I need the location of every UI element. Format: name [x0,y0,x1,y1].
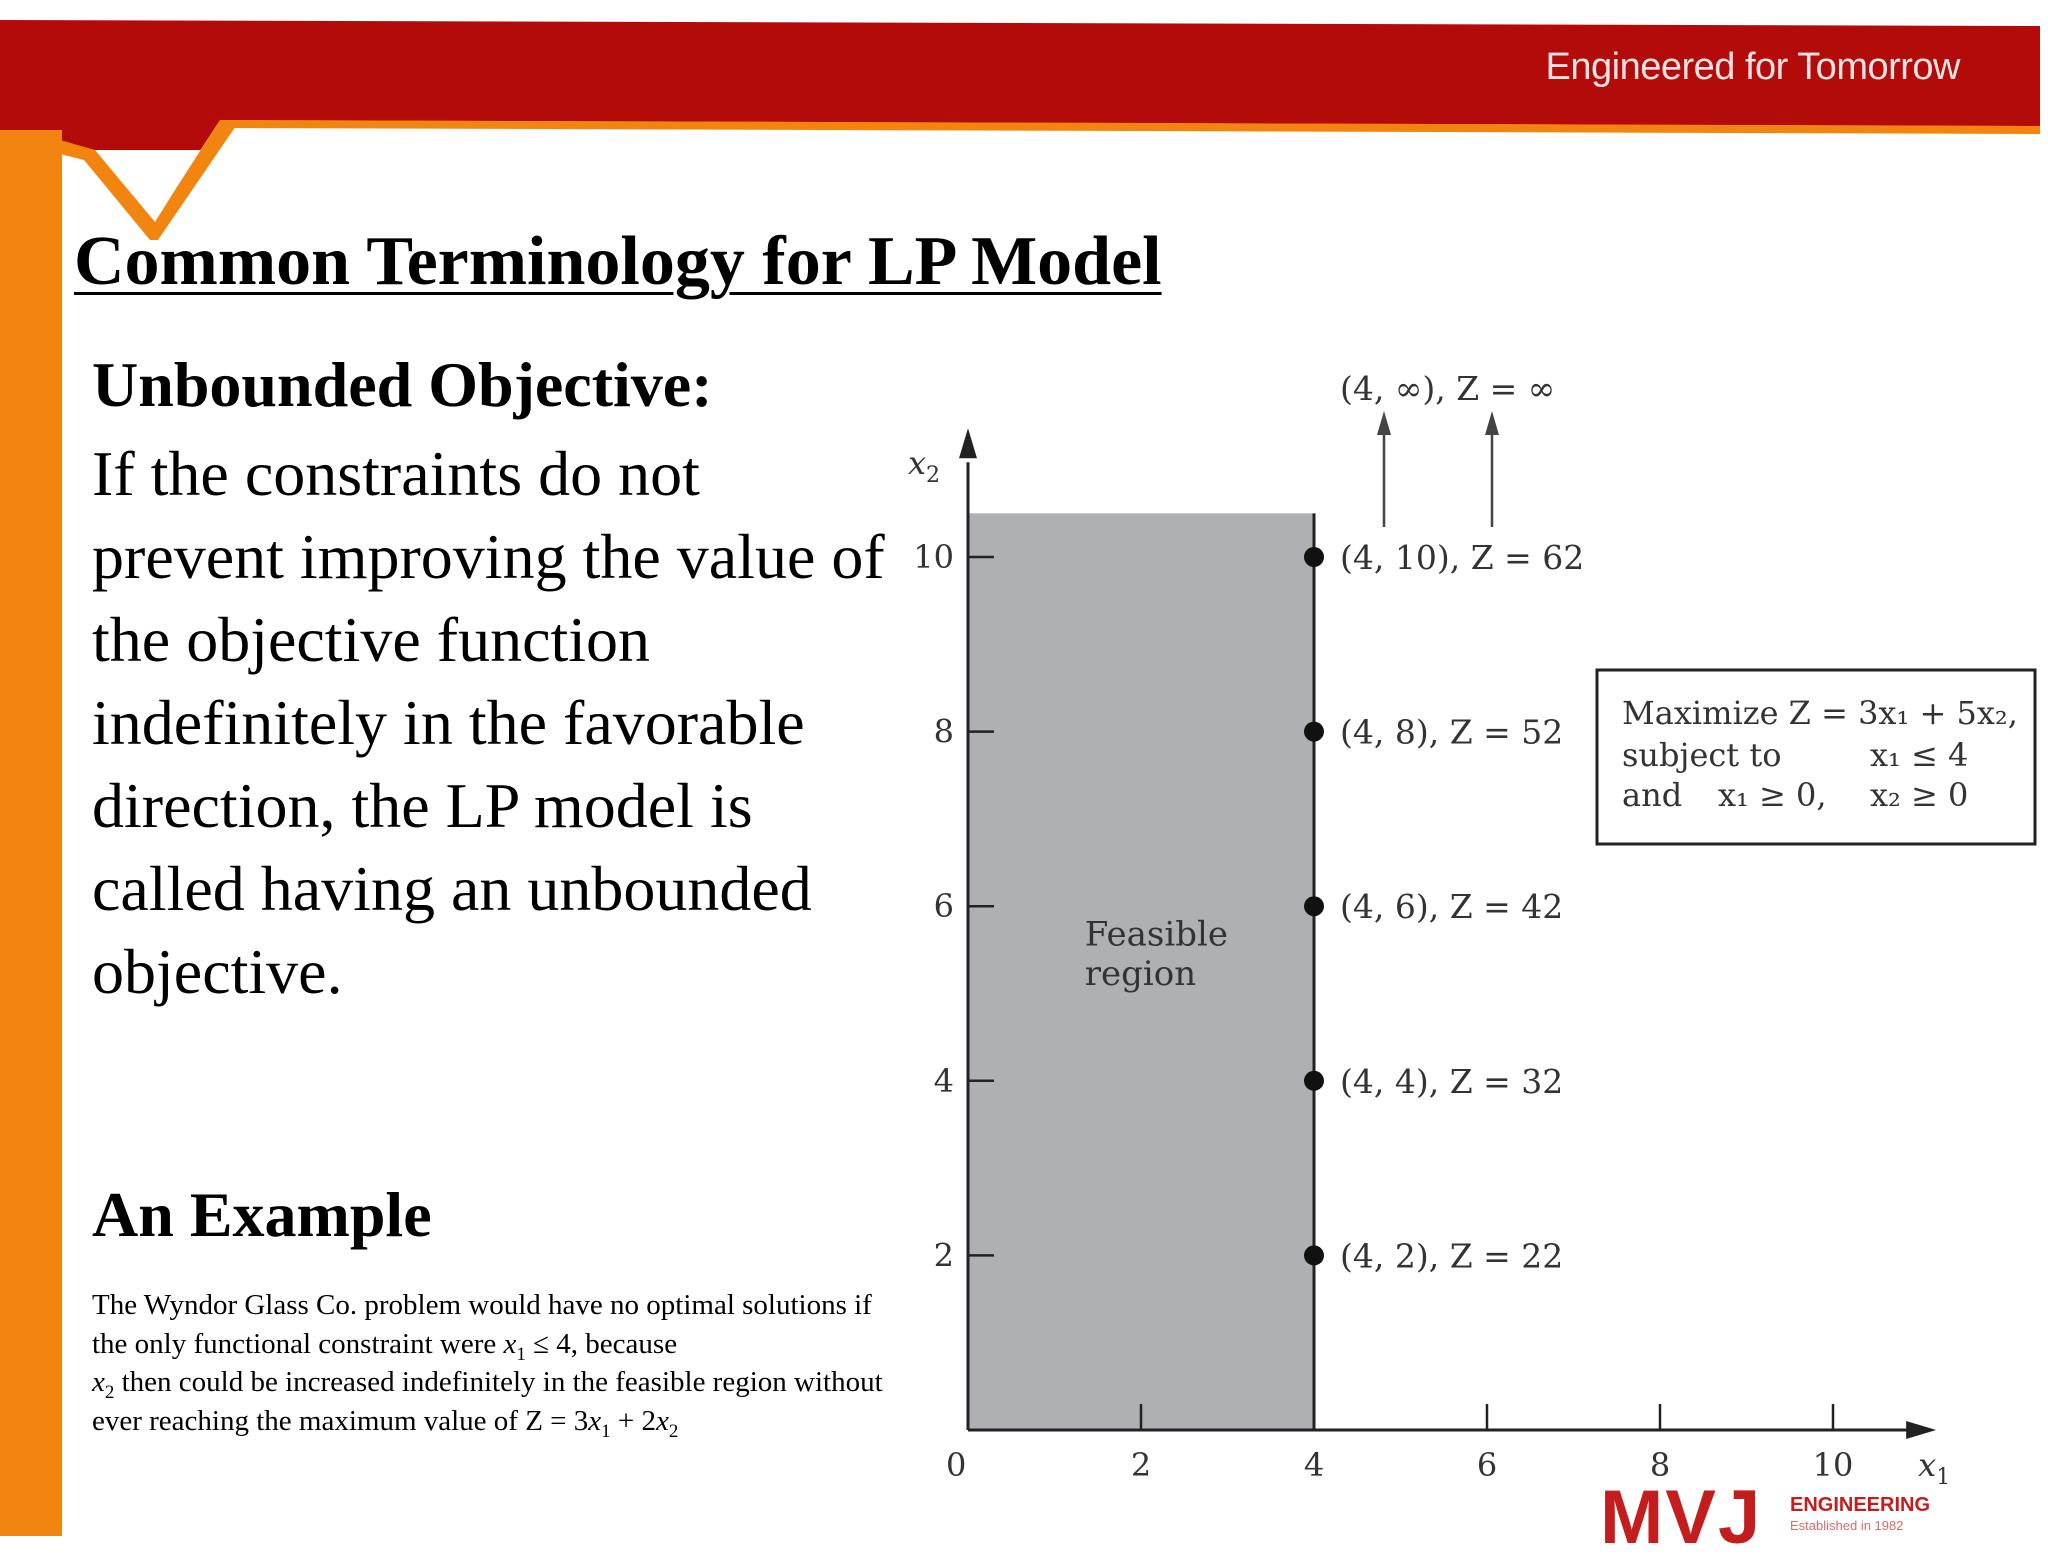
model-box [1597,670,2035,844]
corner-point [1304,1071,1324,1091]
region-label-line2: region [1084,953,1197,994]
corner-points [1304,538,1584,1275]
x-tick-label: 10 [1812,1446,1854,1484]
corner-point-label: (4, 8), Z = 52 [1340,712,1564,752]
corner-point-label: (4, 10), Z = 62 [1340,538,1585,577]
y-tick-label: 6 [933,887,954,926]
section-heading: Unbounded Objective: [92,349,713,420]
corner-point-label: (4, 4), Z = 32 [1340,1061,1564,1101]
logo-mark: MVJ [1600,1475,1763,1560]
logo-name: ENGINEERING [1790,1494,1931,1516]
corner-point-label: (4, 6), Z = 42 [1340,887,1564,927]
x-tick-label: 4 [1303,1446,1325,1484]
region-label-line1: Feasible [1084,914,1228,955]
model-and: and [1622,776,1683,814]
x-tick-label: 6 [1476,1446,1498,1484]
model-objective: Maximize Z = 3x₁ + 5x₂, [1622,694,2018,732]
x-tick-label: 2 [1130,1446,1152,1484]
origin-label: 0 [946,1446,967,1484]
corner-point [1304,896,1324,916]
brand-tagline: Engineered for Tomorrow [1545,46,1960,88]
slide-title: Common Terminology for LP Model [74,223,1162,300]
infinity-arrowhead-2 [1485,411,1499,435]
y-tick-label: 2 [933,1236,954,1275]
lp-graph [860,355,2040,1536]
model-nonneg-x2: x₂ ≥ 0 [1870,776,1969,814]
corner-point [1304,1245,1324,1265]
x-axis-arrowhead [1906,1421,1936,1439]
x-axis-label: $x_1$ [1918,1446,1951,1490]
corner-point [1304,547,1324,567]
corner-point-label: (4, 2), Z = 22 [1340,1236,1564,1276]
model-nonneg-x1: x₁ ≥ 0, [1718,776,1827,814]
y-tick-label: 8 [933,712,954,751]
y-axis-arrowhead [959,428,977,458]
model-subject-to: subject to [1622,736,1782,774]
y-axis-label: $x_2$ [908,444,941,489]
chevron-decoration [0,0,240,240]
definition-text: If the constraints do not prevent improving the value of the objective function indefinitely in the favorable direction, the LP model is called having an unbounded objective. [92,438,885,1007]
infinity-arrowhead-1 [1377,411,1391,435]
infinity-label: (4, ∞), Z = ∞ [1340,369,1556,408]
model-constraint-1: x₁ ≤ 4 [1870,736,1969,774]
y-tick-label: 10 [913,538,954,576]
x-tick-label: 8 [1649,1446,1671,1484]
logo-established: Established in 1982 [1790,1518,1904,1533]
left-accent-bar [0,130,62,1536]
corner-point [1304,722,1324,742]
example-heading: An Example [92,1179,432,1250]
example-text: The Wyndor Glass Co. problem would have no optimal solutions if the only functional constraint were $x_1 \le 4$, because $x_2$ then could be increased indefinitely in the feasible region without ever reaching the maximum value of $Z = 3x_1 + 2x_2$ [92,1289,883,1442]
y-tick-label: 4 [933,1061,954,1100]
